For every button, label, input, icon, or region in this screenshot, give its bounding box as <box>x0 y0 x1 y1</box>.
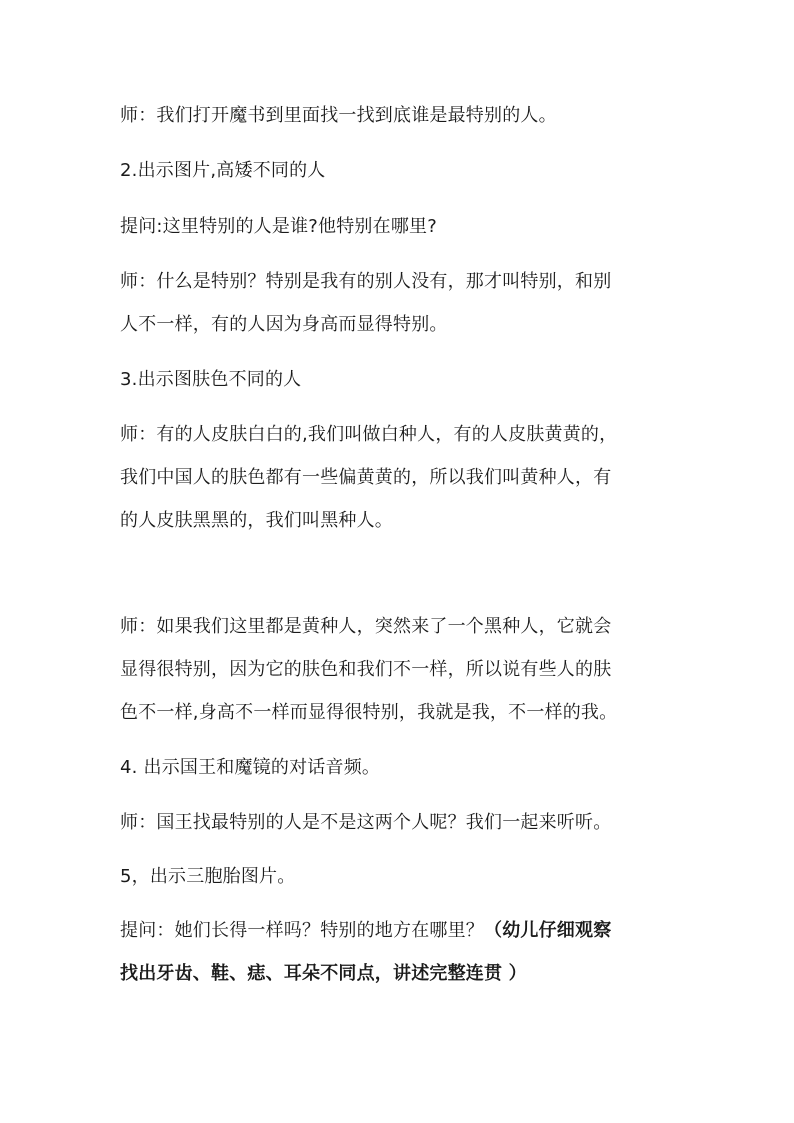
step-5-heading: 5，出示三胞胎图片。 <box>120 866 296 887</box>
teacher-line-2b: 我们中国人的肤色都有一些偏黄黄的，所以我们叫黄种人，有 <box>120 467 612 488</box>
question-5-note: （幼儿仔细观察 <box>484 920 612 941</box>
teacher-line-3b: 显得很特别，因为它的肤色和我们不一样，所以说有些人的肤 <box>120 659 612 680</box>
step-4-heading: 4. 出示国王和魔镜的对话音频。 <box>120 757 381 778</box>
teacher-line-1a: 师：什么是特别？特别是我有的别人没有，那才叫特别，和别 <box>120 271 612 292</box>
teacher-line-3c: 色不一样,身高不一样而显得很特别，我就是我，不一样的我。 <box>120 702 618 723</box>
paragraph-intro: 师：我们打开魔书到里面找一找到底谁是最特别的人。 <box>120 105 557 126</box>
teacher-line-4: 师：国王找最特别的人是不是这两个人呢？我们一起来听听。 <box>120 812 612 833</box>
step-2-heading: 2.出示图片,高矮不同的人 <box>120 160 326 181</box>
question-5-text: 提问：她们长得一样吗？特别的地方在哪里？ <box>120 920 484 941</box>
teacher-line-2a: 师：有的人皮肤白白的,我们叫做白种人，有的人皮肤黄黄的， <box>120 424 618 445</box>
question-2: 提问:这里特别的人是谁?他特别在哪里? <box>120 216 437 237</box>
question-5-note-cont: 找出牙齿、鞋、痣、耳朵不同点，讲述完整连贯 ） <box>120 963 527 984</box>
step-3-heading: 3.出示图肤色不同的人 <box>120 369 302 390</box>
teacher-line-1b: 人不一样，有的人因为身高而显得特别。 <box>120 314 448 335</box>
teacher-line-3a: 师：如果我们这里都是黄种人，突然来了一个黑种人，它就会 <box>120 616 612 637</box>
question-5 <box>120 920 611 942</box>
teacher-line-2c: 的人皮肤黑黑的，我们叫黑种人。 <box>120 510 393 531</box>
